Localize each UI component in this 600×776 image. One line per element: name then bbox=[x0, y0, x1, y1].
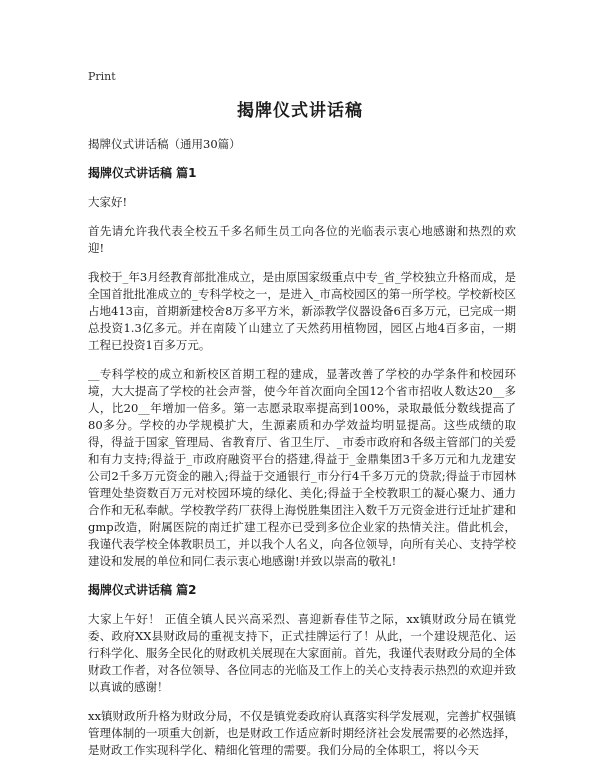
paragraph: 首先请允许我代表全校五千多名师生员工向各位的光临表示衷心地感谢和热烈的欢迎! bbox=[88, 224, 516, 255]
page-title: 揭牌仪式讲话稿 bbox=[237, 101, 363, 121]
paragraph: 大家上午好！ 正值全镇人民兴高采烈、喜迎新春佳节之际，xx镇财政分局在镇党委、政府XX县财政局的重视支持下，正式挂牌运行了！从此，一个建设规范化、运行科学化、服务全民化的财政机关展现在大家面前。首先，我谨代表财政分局的全体财政工作者，对各位领导、各位同志的光临及工作上的关心支持表示热烈的欢迎并致以真诚的感谢！ bbox=[88, 612, 516, 694]
document-body bbox=[88, 136, 516, 771]
paragraph: 我校于_年3月经教育部批准成立，是由原国家级重点中专_省_学校独立升格而成，是全国首批批准成立的_专科学校之一，是进入_市高校园区的第一所学校。学校新校区占地413亩，首期新建校舍8万多平方米，新添教学仪器设备6百多万元，已完成一期总投资1.3亿多元。并在南陵丫山建立了天然药用植物园，园区占地4百多亩，一期工程已投资1百多万元。 bbox=[88, 270, 516, 352]
paragraph: xx镇财政所升格为财政分局，不仅是镇党委政府认真落实科学发展观，完善扩权强镇管理体制的一项重大创新，也是财政工作适应新时期经济社会发展需要的必然选择，是财政工作实现科学化、精细化管理的需要。我们分局的全体职工，将以今天 bbox=[88, 709, 516, 757]
print-label: Print bbox=[88, 70, 116, 83]
section-heading-2: 揭牌仪式讲话稿 篇2 bbox=[88, 583, 197, 597]
paragraph: 大家好! bbox=[88, 195, 128, 209]
section-heading-1: 揭牌仪式讲话稿 篇1 bbox=[88, 166, 197, 180]
document-subtitle: 揭牌仪式讲话稿（通用30篇） bbox=[88, 137, 241, 151]
paragraph: __专科学校的成立和新校区首期工程的建成，显著改善了学校的办学条件和校园环境，大大提高了学校的社会声誉，使今年首次面向全国12个省市招收人数达20__多人，比20__年增加一倍多。第一志愿录取率提高到100%，录取最低分数线提高了80多分。学校的办学规模扩大，生源素质和办学效益均明显提高。这些成绩的取得，得益于国家_管理局、省教育厅、省卫生厅、_市委市政府和各级主管部门的关爱和有力支持;得益于_市政府融资平台的搭建,得益于_金鼎集团3千多万元和九龙建安公司2千多万元资金的融入;得益于交通银行_市分行4千多万元的贷款;得益于市园林管理处垫资数百万元对校园环境的绿化、美化;得益于全校教职工的凝心聚力、通力合作和无私奉献。学校教学药厂获得上海悦胜集团注入数千万元资金进行迁址扩建和gmp改造，附属医院的南迁扩建工程亦已受到多位企业家的热情关注。借此机会，我谨代表学校全体教职员工，并以我个人名义，向各位领导，向所有关心、支持学校建设和发展的单位和同仁表示衷心地感谢!并致以崇高的敬礼! bbox=[88, 367, 516, 568]
